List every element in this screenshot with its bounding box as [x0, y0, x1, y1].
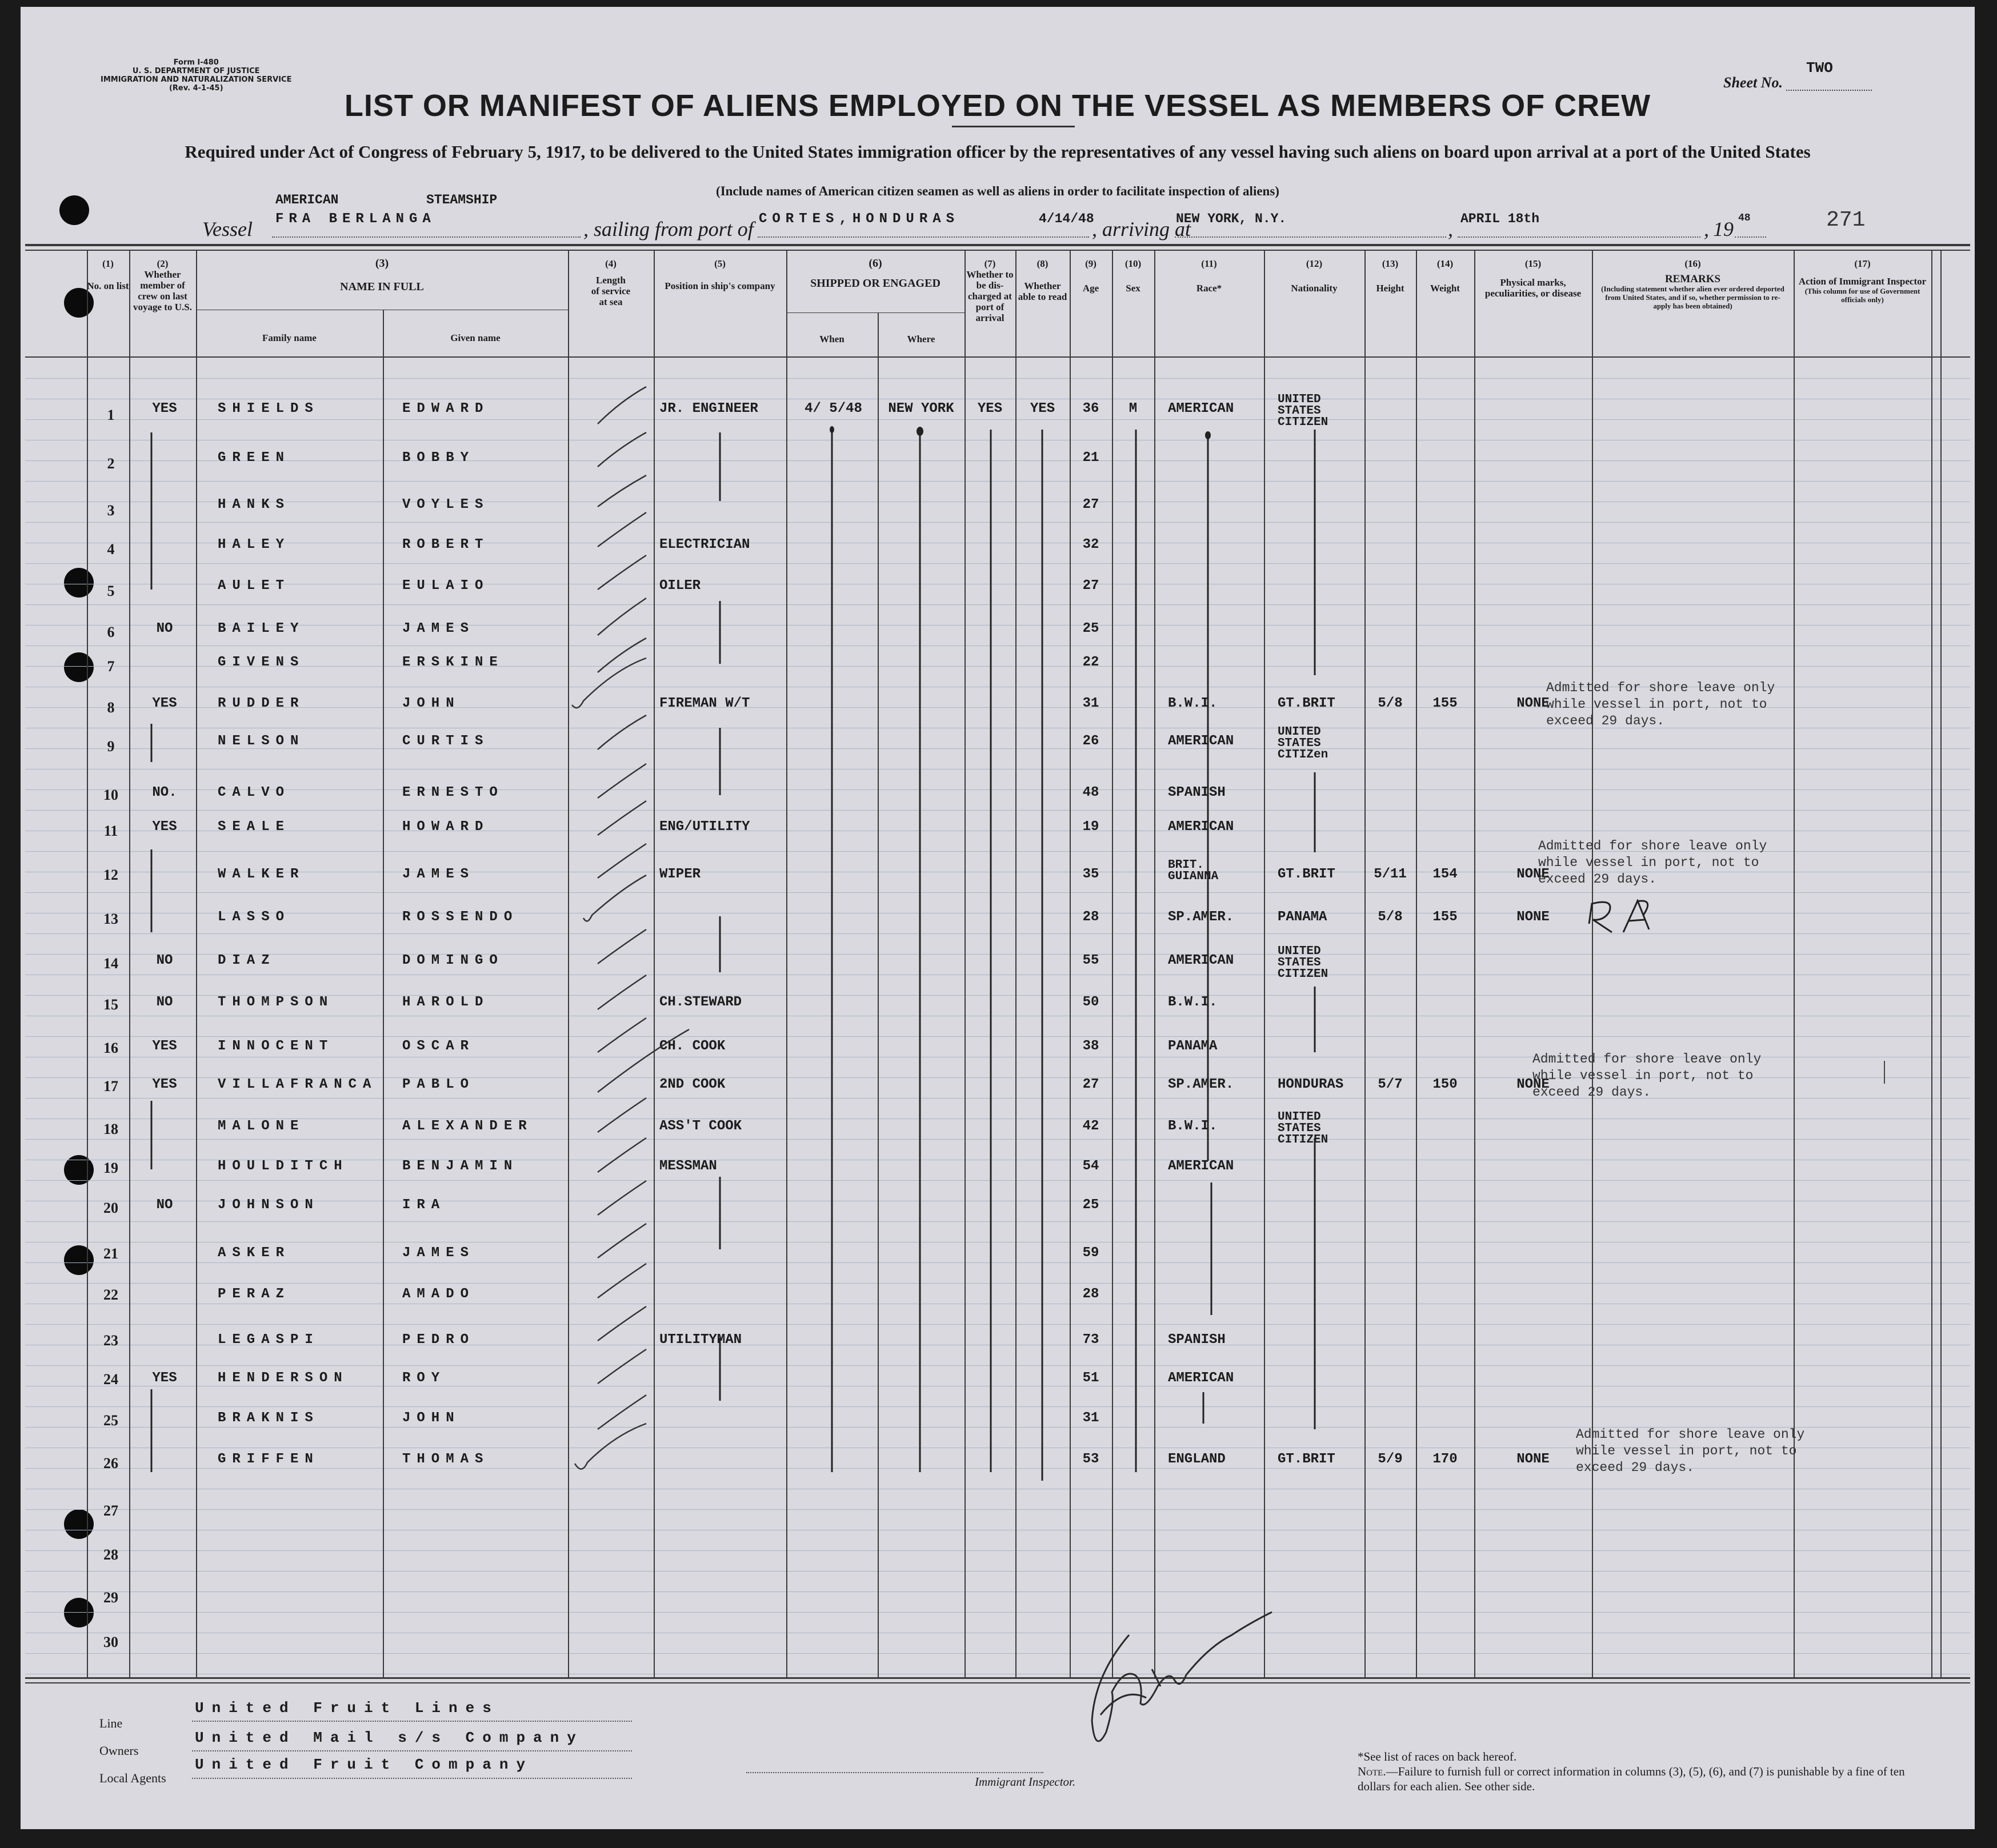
row-number: 13 [103, 911, 118, 927]
cell-position: FIREMAN W/T [659, 696, 750, 711]
row-number: 25 [103, 1412, 118, 1429]
cell-age: 27 [1082, 497, 1099, 512]
cell-family: BRAKNIS [218, 1410, 319, 1426]
cell-height: 5/8 [1378, 696, 1403, 711]
cell-age: 48 [1082, 785, 1099, 800]
cell-height: 5/9 [1378, 1452, 1403, 1467]
cell-given: THOMAS [402, 1452, 490, 1467]
col-header-able-read: (8) Whether able to read [1018, 258, 1067, 302]
cell-family: THOMPSON [218, 995, 334, 1010]
cell-position: OILER [659, 578, 701, 594]
cell-age: 42 [1082, 1119, 1099, 1134]
cell-family: GRIFFEN [218, 1452, 319, 1467]
form-identifier: Form I-480 U. S. DEPARTMENT OF JUSTICE IMMIGRATION AND NATURALIZATION SERVICE (Rev. 4-1-45) [101, 58, 292, 93]
cell-prev: YES [152, 401, 177, 416]
arrival-date: APRIL 18th [1460, 211, 1540, 226]
cell-given: EDWARD [402, 401, 490, 416]
cell-read: YES [1030, 401, 1055, 416]
footer-line-label: Line [99, 1716, 123, 1730]
instruction-note: (Include names of American citizen seamen as well as aliens in order to facilitate inspection of aliens) [716, 184, 1279, 198]
cell-given: ERSKINE [402, 655, 504, 670]
cell-family: SEALE [218, 819, 291, 835]
col-header-nationality: (12) Nationality [1291, 258, 1338, 294]
inspector-dotline [746, 1772, 1043, 1773]
cell-family: AULET [218, 578, 291, 594]
cell-given: ERNESTO [402, 785, 504, 800]
cell-family: CALVO [218, 785, 291, 800]
cell-given: PABLO [402, 1077, 475, 1092]
comma-separator: , [1448, 218, 1453, 240]
cell-age: 38 [1082, 1039, 1099, 1054]
cell-race: SPANISH [1168, 1332, 1226, 1348]
col-header-height: (13) Height [1376, 258, 1404, 294]
row-number: 15 [103, 996, 118, 1013]
cell-given: ROY [402, 1370, 446, 1386]
cell-family: LEGASPI [218, 1332, 319, 1348]
footer-owners-value: United Mail s/s Company [195, 1729, 584, 1746]
row-number: 7 [107, 658, 115, 675]
col-header-physical-marks: (15) Physical marks, peculiarities, or disease [1484, 258, 1582, 299]
cell-where: NEW YORK [888, 401, 954, 416]
cell-given: ALEXANDER [402, 1119, 533, 1134]
row-number: 21 [103, 1245, 118, 1262]
cell-given: BOBBY [402, 450, 475, 466]
sheet-number-label: Sheet No. [1723, 74, 1783, 91]
cell-position: ASS'T COOK [659, 1119, 742, 1134]
cell-age: 32 [1082, 537, 1099, 552]
cell-age: 59 [1082, 1245, 1099, 1261]
cell-nat: HONDURAS [1278, 1077, 1344, 1092]
cell-family: PERAZ [218, 1286, 291, 1302]
cell-nat: GT.BRIT [1278, 696, 1335, 711]
col-header-given-name: Given name [450, 332, 501, 343]
cell-nat: UNITED STATES CITIZEN [1278, 393, 1328, 429]
cell-given: AMADO [402, 1286, 475, 1302]
cell-position: UTILITYMAN [659, 1332, 742, 1348]
cell-age: 25 [1082, 1197, 1099, 1213]
cell-family: HOULDITCH [218, 1158, 349, 1174]
row-number: 24 [103, 1371, 118, 1388]
cell-family: DIAZ [218, 953, 276, 968]
vessel-name: FRA BERLANGA [275, 211, 436, 227]
col-header-sex: (10) Sex [1124, 258, 1142, 294]
cell-family: INNOCENT [218, 1039, 334, 1054]
cell-prev: NO. [152, 785, 177, 800]
cell-race: B.W.I. [1168, 995, 1218, 1010]
cell-given: HOWARD [402, 819, 490, 835]
cell-prev: YES [152, 819, 177, 835]
col-header-discharged: (7) Whether to be dis-charged at port of arrival [966, 258, 1014, 323]
cell-race: AMERICAN [1168, 401, 1234, 416]
vessel-type: STEAMSHIP [426, 193, 498, 207]
cell-weight: 155 [1432, 909, 1458, 925]
row-number: 11 [103, 823, 118, 839]
col-header-inspector-action: (17) Action of Immigrant Inspector (This column for use of Government officials only) [1798, 258, 1927, 304]
row-number: 6 [107, 624, 115, 640]
row-number: 27 [103, 1502, 118, 1519]
cell-prev: YES [152, 1039, 177, 1054]
cell-weight: 155 [1432, 696, 1458, 711]
cell-position: ENG/UTILITY [659, 819, 750, 835]
cell-family: GREEN [218, 450, 291, 466]
cell-age: 28 [1082, 1286, 1099, 1302]
remark-row-8: Admitted for shore leave only while vessel in port, not to exceed 29 days. [1546, 680, 1775, 728]
cell-race: AMERICAN [1168, 819, 1234, 835]
row-number: 4 [107, 541, 115, 558]
sheet-number-value: TWO [1806, 59, 1833, 77]
cell-position: JR. ENGINEER [659, 401, 758, 416]
footer-owners-dotline [192, 1750, 632, 1751]
cell-age: 27 [1082, 1077, 1099, 1092]
cell-family: BAILEY [218, 621, 305, 636]
remark-row-17: Admitted for shore leave only while vessel in port, not to exceed 29 days. [1532, 1052, 1762, 1100]
cell-given: JAMES [402, 867, 475, 882]
cell-given: JOHN [402, 696, 461, 711]
cell-race: AMERICAN [1168, 1158, 1234, 1174]
cell-prev: YES [152, 1077, 177, 1092]
row-number: 5 [107, 583, 115, 599]
cell-family: WALKER [218, 867, 305, 882]
row-number: 17 [103, 1078, 118, 1095]
table-bottom-border-2 [25, 1682, 1970, 1683]
page-title: LIST OR MANIFEST OF ALIENS EMPLOYED ON THE VESSEL AS MEMBERS OF CREW [344, 89, 1651, 123]
cell-given: DOMINGO [402, 953, 504, 968]
cell-weight: 170 [1432, 1452, 1458, 1467]
stamp-number: 271 [1826, 208, 1866, 232]
cell-given: JOHN [402, 1410, 461, 1426]
cell-race: AMERICAN [1168, 953, 1234, 968]
cell-nat: UNITED STATES CITIZEN [1278, 945, 1328, 981]
cell-prev: NO [156, 995, 173, 1010]
row-number: 8 [107, 699, 115, 716]
cell-age: 55 [1082, 953, 1099, 968]
col-header-age: (9) Age [1082, 258, 1099, 294]
cell-given: CURTIS [402, 733, 490, 749]
col-header-remarks: (16) REMARKS (Including statement whether alien ever ordered deported from United States, and if so, whether permission to re-apply has been obtained) [1601, 258, 1784, 310]
cell-given: IRA [402, 1197, 446, 1213]
cell-family: NELSON [218, 733, 305, 749]
cell-age: 27 [1082, 578, 1099, 594]
footer-line-dotline [192, 1721, 632, 1722]
cell-given: ROBERT [402, 537, 490, 552]
cell-prev: NO [156, 621, 173, 636]
cell-age: 53 [1082, 1452, 1099, 1467]
cell-race: B.W.I. [1168, 1119, 1218, 1134]
col-header-last-voyage: (2) Whether member of crew on last voyage to U.S. [133, 258, 192, 312]
row-number: 16 [103, 1040, 118, 1056]
cell-position: CH. COOK [659, 1039, 726, 1054]
cell-family: MALONE [218, 1119, 305, 1134]
cell-family: VILLAFRANCA [218, 1077, 378, 1092]
cell-when: 4/ 5/48 [805, 401, 862, 416]
cell-marks: NONE [1516, 1077, 1550, 1092]
cell-marks: NONE [1516, 1452, 1550, 1467]
cell-position: CH.STEWARD [659, 995, 742, 1010]
col-header-race: (11) Race* [1196, 258, 1222, 294]
cell-given: JAMES [402, 1245, 475, 1261]
cell-prev: YES [152, 1370, 177, 1386]
cell-given: BENJAMIN [402, 1158, 519, 1174]
col-header-shipped: (6) SHIPPED OR ENGAGED [810, 257, 941, 290]
cell-family: HANKS [218, 497, 291, 512]
row-number: 29 [103, 1589, 118, 1606]
cell-prev: NO [156, 953, 173, 968]
col-header-name: (3) NAME IN FULL [340, 257, 424, 293]
cell-family: LASSO [218, 909, 291, 925]
cell-age: 26 [1082, 733, 1099, 749]
cell-position: ELECTRICIAN [659, 537, 750, 552]
cell-given: PEDRO [402, 1332, 475, 1348]
inspector-label: Immigrant Inspector. [975, 1775, 1076, 1789]
cell-dis: YES [977, 401, 1003, 416]
row-number: 22 [103, 1286, 118, 1303]
cell-family: HALEY [218, 537, 291, 552]
cell-race: SP.AMER. [1168, 909, 1234, 925]
departure-date: 4/14/48 [1039, 211, 1094, 226]
row-number: 30 [103, 1634, 118, 1650]
cell-race: ENGLAND [1168, 1452, 1226, 1467]
footer-line-value: United Fruit Lines [195, 1699, 499, 1717]
cell-age: 51 [1082, 1370, 1099, 1386]
page-subtitle: Required under Act of Congress of February 5, 1917, to be delivered to the United States immigration officer by the representatives of any vessel having such aliens on board upon arrival at a port of the United States [185, 142, 1811, 162]
cell-family: RUDDER [218, 696, 305, 711]
cell-race: SP.AMER. [1168, 1077, 1234, 1092]
year-suffix: 48 [1738, 213, 1751, 224]
cell-age: 54 [1082, 1158, 1099, 1174]
cell-family: GIVENS [218, 655, 305, 670]
arriving-label: , arriving at [1092, 218, 1191, 240]
row-number: 10 [103, 787, 118, 803]
cell-height: 5/7 [1378, 1077, 1403, 1092]
cell-given: EULAIO [402, 578, 490, 594]
col-header-where: Where [907, 334, 935, 344]
col-header-length-service: (4) Length of service at sea [591, 258, 631, 307]
cell-height: 5/8 [1378, 909, 1403, 925]
cell-nat: GT.BRIT [1278, 867, 1335, 882]
cell-race: BRIT. GUIANNA [1168, 859, 1219, 883]
inspector-signature [1060, 1589, 1300, 1772]
cell-family: ASKER [218, 1245, 291, 1261]
footer-owners-label: Owners [99, 1743, 139, 1758]
races-note: *See list of races on back hereof. [1358, 1750, 1517, 1763]
row-number: 3 [107, 502, 115, 519]
row-number: 1 [107, 407, 115, 423]
sailing-label: , sailing from port of [583, 218, 754, 240]
cell-nat: PANAMA [1278, 909, 1327, 925]
cell-nat: UNITED STATES CITIZEN [1278, 1111, 1328, 1147]
cell-marks: NONE [1516, 909, 1550, 925]
cell-age: 31 [1082, 1410, 1099, 1426]
arrival-port: NEW YORK, N.Y. [1176, 211, 1287, 226]
cell-given: HAROLD [402, 995, 490, 1010]
remark-row-12: Admitted for shore leave only while vessel in port, not to exceed 29 days. [1538, 839, 1767, 887]
col-header-position: (5) Position in ship's company [665, 258, 775, 291]
cell-given: JAMES [402, 621, 475, 636]
cell-marks: NONE [1516, 867, 1550, 882]
manifest-sheet [21, 7, 1975, 1829]
col-header-weight: (14) Weight [1430, 258, 1460, 294]
cell-marks: NONE [1516, 696, 1550, 711]
cell-age: 31 [1082, 696, 1099, 711]
cell-position: MESSMAN [659, 1158, 717, 1174]
vessel-flag: AMERICAN [275, 193, 339, 207]
cell-race: AMERICAN [1168, 1370, 1234, 1386]
row-number: 12 [103, 867, 118, 883]
comma-separator: , [1704, 218, 1709, 240]
cell-race: SPANISH [1168, 785, 1226, 800]
cell-weight: 154 [1432, 867, 1458, 882]
row-number: 26 [103, 1455, 118, 1472]
cell-age: 50 [1082, 995, 1099, 1010]
row-number: 18 [103, 1121, 118, 1137]
cell-age: 21 [1082, 450, 1099, 466]
cell-race: PANAMA [1168, 1039, 1218, 1054]
cell-prev: NO [156, 1197, 173, 1213]
remark-row-26: Admitted for shore leave only while vessel in port, not to exceed 29 days. [1576, 1427, 1805, 1475]
col-header-family-name: Family name [262, 332, 317, 343]
col-header-when: When [819, 334, 845, 344]
cell-position: WIPER [659, 867, 701, 882]
cell-given: OSCAR [402, 1039, 475, 1054]
cell-height: 5/11 [1374, 867, 1407, 882]
cell-age: 25 [1082, 621, 1099, 636]
penalty-note: Note.—Failure to furnish full or correct information in columns (3), (5), (6), and (7) is punishable by a fine of ten dollars for each alien. See other side. [1358, 1765, 1905, 1793]
footer-agents-label: Local Agents [99, 1771, 166, 1785]
cell-sex: M [1128, 401, 1138, 416]
cell-family: JOHNSON [218, 1197, 319, 1213]
cell-age: 36 [1082, 401, 1099, 416]
cell-age: 73 [1082, 1332, 1099, 1348]
cell-nat: GT.BRIT [1278, 1452, 1335, 1467]
year-prefix: 19 [1713, 218, 1734, 240]
cell-given: VOYLES [402, 497, 490, 512]
cell-given: ROSSENDO [402, 909, 519, 925]
footer-agents-value: United Fruit Company [195, 1756, 534, 1773]
cell-age: 19 [1082, 819, 1099, 835]
cell-prev: YES [152, 696, 177, 711]
row-number: 14 [103, 955, 118, 972]
row-number: 2 [107, 455, 115, 472]
cell-nat: UNITED STATES CITIZen [1278, 725, 1328, 761]
vessel-label: Vessel [202, 218, 253, 240]
departure-port: CORTES,HONDURAS [759, 211, 960, 227]
cell-family: SHIELDS [218, 401, 319, 416]
row-number: 28 [103, 1546, 118, 1563]
cell-age: 35 [1082, 867, 1099, 882]
cell-position: 2ND COOK [659, 1077, 726, 1092]
row-number: 20 [103, 1200, 118, 1216]
cell-weight: 150 [1432, 1077, 1458, 1092]
col-header-no: (1) No. on list [87, 258, 129, 291]
cell-family: HENDERSON [218, 1370, 349, 1386]
cell-age: 28 [1082, 909, 1099, 925]
row-number: 9 [107, 738, 115, 755]
cell-race: B.W.I. [1168, 696, 1218, 711]
cell-race: AMERICAN [1168, 733, 1234, 749]
row-number: 23 [103, 1332, 118, 1349]
cell-age: 22 [1082, 655, 1099, 670]
footer-agents-dotline [192, 1778, 632, 1779]
row-number: 19 [103, 1160, 118, 1176]
